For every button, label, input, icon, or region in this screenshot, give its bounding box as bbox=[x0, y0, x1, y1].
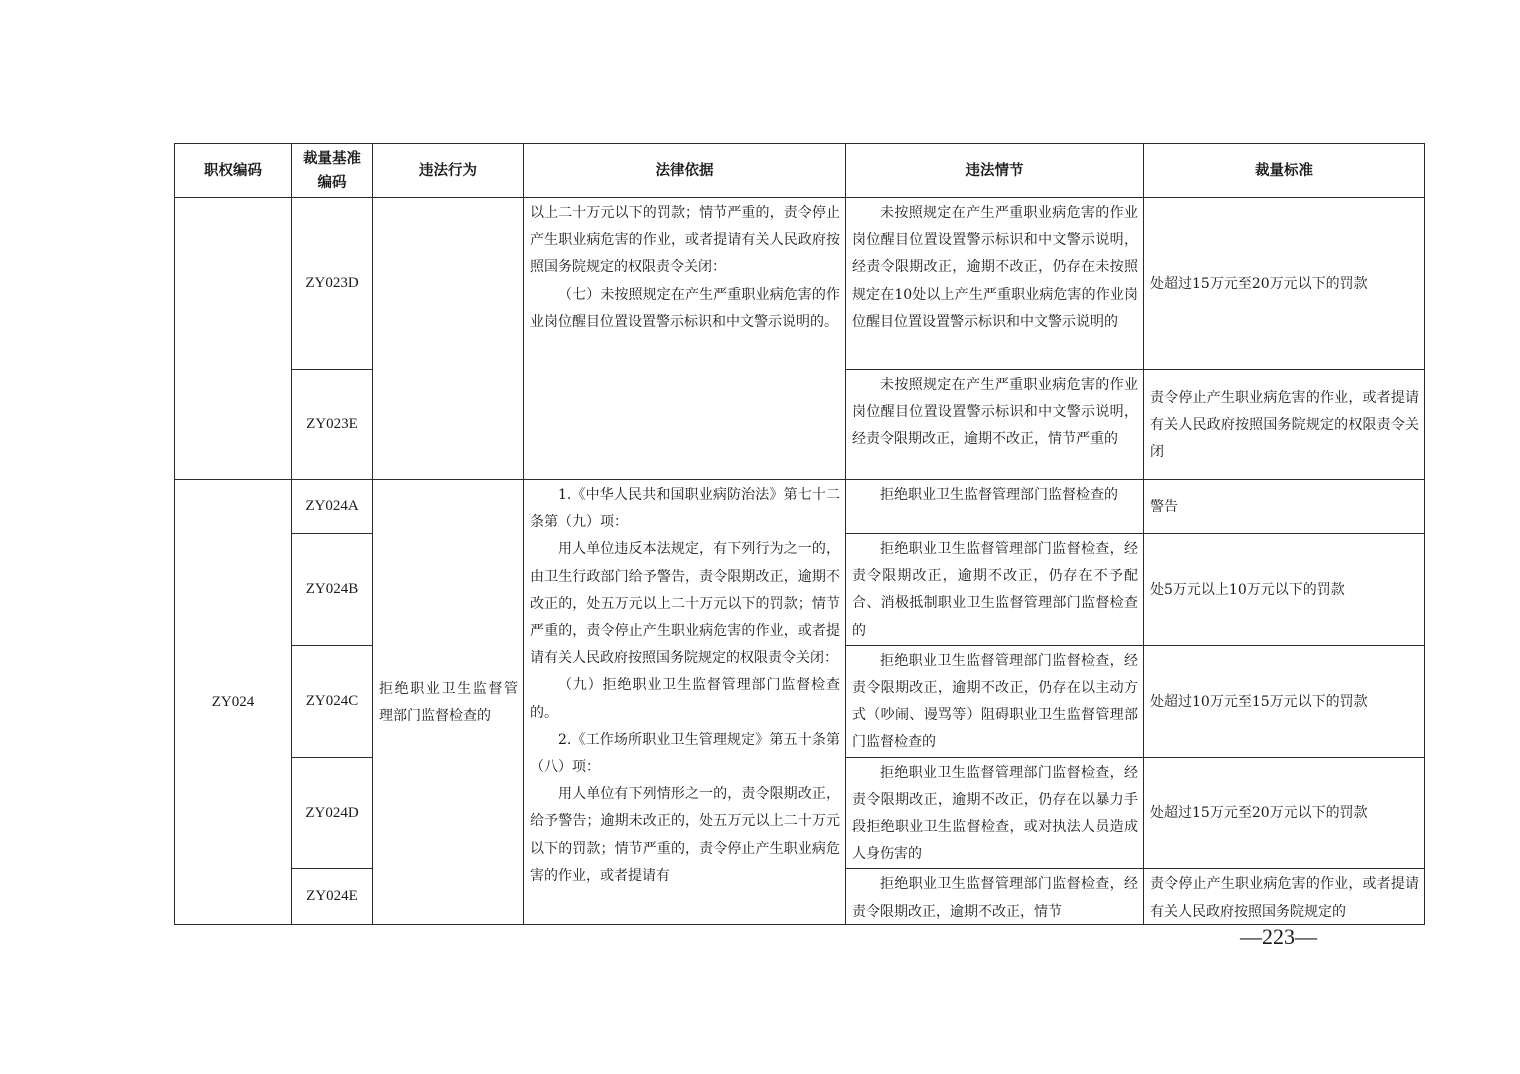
header-legal-basis: 法律依据 bbox=[524, 144, 846, 198]
circumstance-cell bbox=[846, 480, 1144, 534]
legal-basis-cell-zy023 bbox=[524, 198, 846, 480]
authority-code-cell-zy023 bbox=[175, 198, 292, 480]
standard-text: 责令停止产生职业病危害的作业，或者提请有关人民政府按照国务院规定的 bbox=[1150, 876, 1419, 920]
circumstance-text: 拒绝职业卫生监督管理部门监督检查，经责令限期改正，逾期不改正，情节 bbox=[852, 876, 1138, 920]
legal-basis-paragraph: （九）拒绝职业卫生监督管理部门监督检查的。 bbox=[530, 677, 840, 721]
page-number: —223— bbox=[1240, 924, 1317, 949]
header-row bbox=[175, 144, 1425, 198]
legal-basis-cell-zy024 bbox=[524, 480, 846, 925]
legal-basis-paragraph: （七）未按照规定在产生严重职业病危害的作业岗位醒目位置设置警示标识和中文警示说明的。 bbox=[530, 286, 840, 330]
legal-basis-paragraph: 2.《工作场所职业卫生管理规定》第五十条第（八）项： bbox=[530, 731, 840, 776]
standard-cell: 责令停止产生职业病危害的作业，或者提请有关人民政府按照国务院规定的权限责令关闭 bbox=[1144, 370, 1425, 480]
circumstance-cell bbox=[846, 645, 1144, 757]
standard-code-cell: ZY023D bbox=[292, 198, 373, 370]
circumstance-text: 未按照规定在产生严重职业病危害的作业岗位醒目位置设置警示标识和中文警示说明，经责令限期改正，逾期不改正，情节严重的 bbox=[852, 377, 1138, 448]
circumstance-cell bbox=[846, 370, 1144, 480]
standard-cell: 处5万元以上10万元以下的罚款 bbox=[1144, 534, 1425, 646]
standard-code-cell: ZY024E bbox=[292, 869, 373, 925]
standard-code-cell: ZY024B bbox=[292, 534, 373, 646]
standard-code-cell: ZY024D bbox=[292, 757, 373, 869]
circumstance-cell bbox=[846, 869, 1144, 925]
circumstance-text: 拒绝职业卫生监督管理部门监督检查，经责令限期改正，逾期不改正，仍存在以主动方式（吵闹、谩骂等）阻碍职业卫生监督管理部门监督检查的 bbox=[852, 652, 1138, 751]
circumstance-cell bbox=[846, 757, 1144, 869]
header-standard-code-line2: 编码 bbox=[317, 174, 347, 191]
table-row bbox=[175, 198, 1425, 370]
legal-basis-paragraph: 以上二十万元以下的罚款；情节严重的，责令停止产生职业病危害的作业，或者提请有关人民政府按照国务院规定的权限责令关闭： bbox=[530, 205, 840, 276]
circumstance-text: 拒绝职业卫生监督管理部门监督检查，经责令限期改正，逾期不改正，仍存在不予配合、消极抵制职业卫生监督管理部门监督检查的 bbox=[852, 541, 1138, 639]
legal-basis-paragraph: 1.《中华人民共和国职业病防治法》第七十二条第（九）项： bbox=[530, 487, 840, 531]
circumstance-text: 未按照规定在产生严重职业病危害的作业岗位醒目位置设置警示标识和中文警示说明，经责令限期改正，逾期不改正，仍存在未按照规定在10处以上产生严重职业病危害的作业岗位醒目位置设置警示标识和中文警示说明的 bbox=[852, 205, 1138, 330]
legal-basis-paragraph: 用人单位有下列情形之一的，责令限期改正，给予警告；逾期未改正的，处五万元以上二十万元以下的罚款；情节严重的，责令停止产生职业病危害的作业，或者提请有 bbox=[530, 786, 840, 884]
header-standard: 裁量标准 bbox=[1144, 144, 1425, 198]
standard-cell: 处超过10万元至15万元以下的罚款 bbox=[1144, 645, 1425, 757]
circumstance-cell bbox=[846, 534, 1144, 646]
circumstance-cell bbox=[846, 198, 1144, 370]
header-authority-code: 职权编码 bbox=[175, 144, 292, 198]
header-standard-code-line1: 裁量基准 bbox=[303, 150, 361, 167]
standard-cell: 处超过15万元至20万元以下的罚款 bbox=[1144, 198, 1425, 370]
violation-cell-zy023 bbox=[373, 198, 524, 480]
violation-cell: 拒绝职业卫生监督管理部门监督检查的 bbox=[373, 480, 524, 925]
standard-cell: 警告 bbox=[1144, 480, 1425, 534]
enforcement-table bbox=[174, 143, 1425, 925]
standard-code-cell: ZY023E bbox=[292, 370, 373, 480]
header-violation: 违法行为 bbox=[373, 144, 524, 198]
header-standard-code bbox=[292, 144, 373, 198]
circumstance-text: 拒绝职业卫生监督管理部门监督检查的 bbox=[880, 487, 1118, 503]
legal-basis-paragraph: 用人单位违反本法规定，有下列行为之一的，由卫生行政部门给予警告，责令限期改正，逾期不改正的，处五万元以上二十万元以下的罚款；情节严重的，责令停止产生职业病危害的作业，或者提请有关人民政府按照国务院规定的权限责令关闭： bbox=[530, 541, 840, 667]
circumstance-text: 拒绝职业卫生监督管理部门监督检查，经责令限期改正，逾期不改正，仍存在以暴力手段拒绝职业卫生监督检查，或对执法人员造成人身伤害的 bbox=[852, 764, 1138, 863]
standard-cell bbox=[1144, 869, 1425, 925]
standard-code-cell: ZY024C bbox=[292, 645, 373, 757]
authority-code-cell: ZY024 bbox=[175, 480, 292, 925]
header-circumstances: 违法情节 bbox=[846, 144, 1144, 198]
table-row bbox=[175, 480, 1425, 534]
standard-code-cell: ZY024A bbox=[292, 480, 373, 534]
standard-cell: 处超过15万元至20万元以下的罚款 bbox=[1144, 757, 1425, 869]
